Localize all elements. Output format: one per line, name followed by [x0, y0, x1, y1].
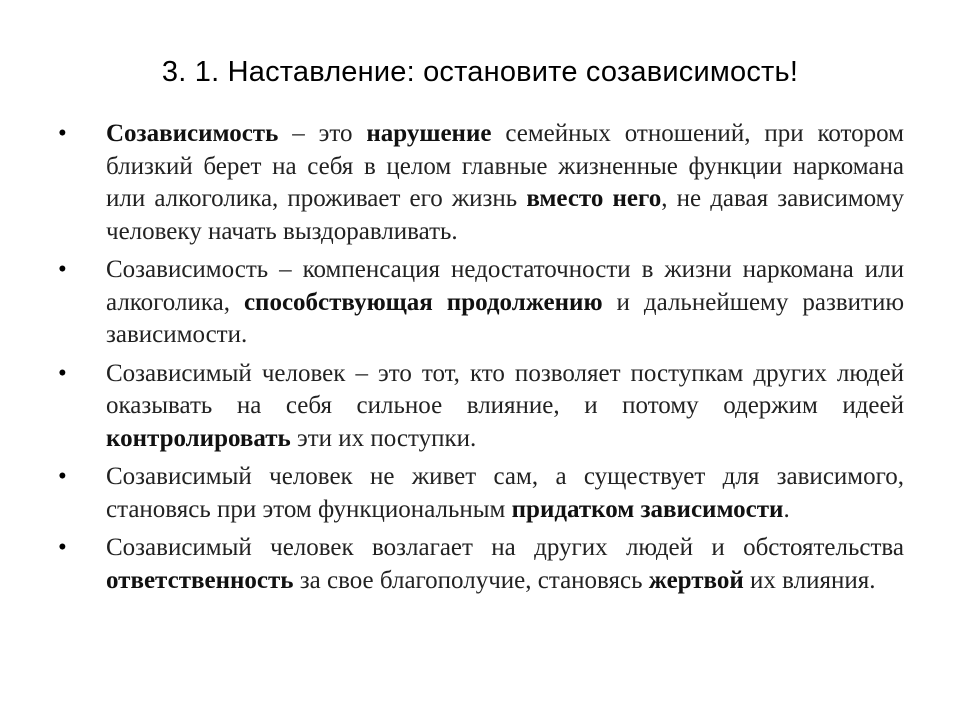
bullet-run: . [783, 495, 790, 523]
bullet-emphasis: вместо него [526, 185, 662, 212]
bullet-emphasis: придатком зависимости [511, 495, 784, 523]
bullet-text [106, 534, 904, 594]
bullet-item [58, 118, 904, 248]
bullet-run: Созависимость – компенсация недостаточности в жизни наркомана или алкоголика, [106, 256, 904, 316]
bullet-item [58, 254, 904, 352]
bullet-text [106, 360, 904, 452]
bullet-emphasis: нарушение [366, 120, 492, 147]
bullet-run: и дальнейшему развитию зависимости. [106, 288, 904, 348]
bullet-run: эти их поступки. [290, 424, 477, 452]
bullet-emphasis: жертвой [648, 566, 744, 594]
bullet-icon: • [58, 359, 67, 387]
bullet-run: семейных отношений, при котором близкий берет на себя в целом главные жизненные функции наркомана или алкоголика, проживает его жизнь [106, 120, 904, 212]
bullet-text [106, 256, 904, 348]
bullet-item [58, 358, 904, 456]
bullet-item [58, 461, 904, 526]
bullet-icon: • [58, 463, 67, 490]
bullet-emphasis: ответственность [106, 566, 294, 594]
bullet-run: Созависимый человек возлагает на других людей и обстоятельства [106, 534, 904, 561]
bullet-text [106, 463, 904, 523]
bullet-run: их влияния. [743, 566, 876, 594]
bullet-run: , не давая зависимому человеку начать выздоравливать. [106, 185, 905, 245]
bullet-run: за свое благополучие, становясь [293, 566, 649, 594]
bullet-emphasis: Созависимость [106, 120, 279, 147]
bullet-icon: • [58, 256, 67, 283]
bullet-list [58, 118, 904, 603]
slide-title: 3. 1. Наставление: остановите созависимость! [161, 56, 799, 88]
bullet-emphasis: контролировать [106, 424, 291, 452]
bullet-emphasis: способствующая продолжению [243, 288, 603, 316]
bullet-item [58, 532, 904, 597]
bullet-run: – это [278, 120, 367, 147]
bullet-run: Созависимый человек – это тот, кто позволяет поступкам других людей оказывать на себя сильное влияние, и потому одержим идеей [106, 359, 904, 419]
bullet-run: Созависимый человек не живет сам, а существует для зависимого, становясь при этом функциональным [106, 463, 904, 523]
bullet-icon: • [58, 120, 67, 147]
bullet-icon: • [58, 534, 67, 561]
bullet-text [106, 120, 904, 245]
